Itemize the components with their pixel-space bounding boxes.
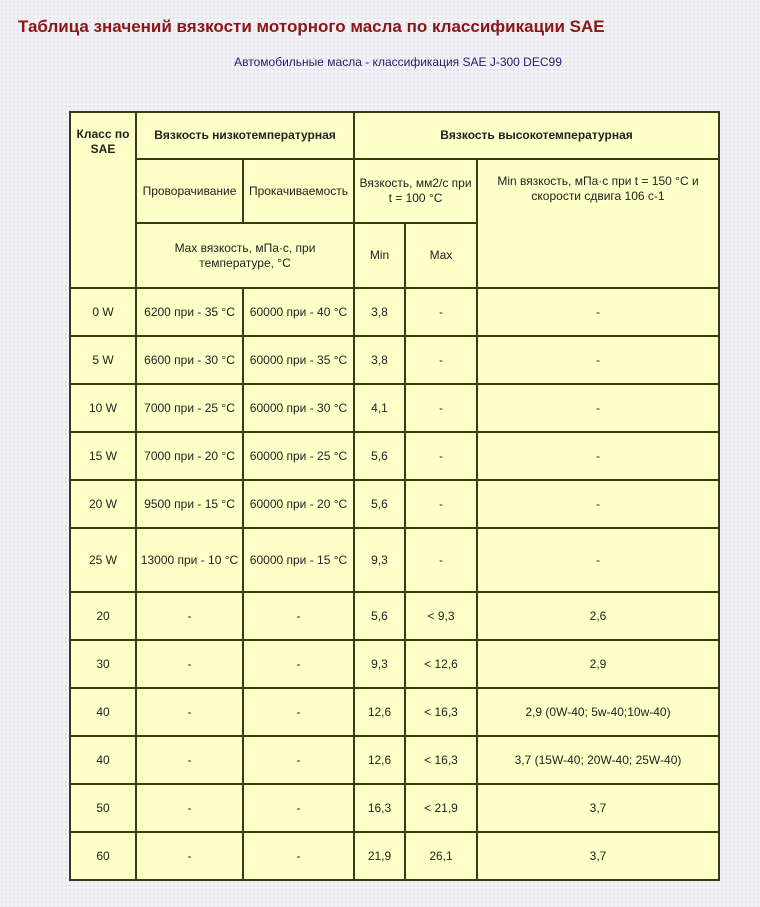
hths-cell: 2,9 (0W-40; 5w-40;10w-40) <box>477 688 719 736</box>
sae-class-cell: 40 <box>70 688 136 736</box>
max-viscosity-cell: < 16,3 <box>405 736 477 784</box>
pumping-cell: - <box>243 640 354 688</box>
table-row <box>70 736 719 784</box>
max-viscosity-cell: < 21,9 <box>405 784 477 832</box>
pumping-cell: 60000 при - 35 °C <box>243 336 354 384</box>
table-body <box>70 288 719 880</box>
sae-class-cell: 30 <box>70 640 136 688</box>
sae-class-cell: 40 <box>70 736 136 784</box>
header-cranking: Проворачивание <box>136 159 243 223</box>
header-max-viscosity: Max вязкость, мПа·с, при температуре, °C <box>136 223 354 288</box>
table-header <box>70 112 719 288</box>
sae-class-cell: 10 W <box>70 384 136 432</box>
header-min: Min <box>354 223 405 288</box>
pumping-cell: - <box>243 736 354 784</box>
sae-viscosity-table <box>69 111 720 881</box>
sae-class-cell: 25 W <box>70 528 136 592</box>
hths-cell: 2,6 <box>477 592 719 640</box>
max-viscosity-cell: < 16,3 <box>405 688 477 736</box>
table-row <box>70 832 719 880</box>
cranking-cell: 6600 при - 30 °C <box>136 336 243 384</box>
table-row <box>70 480 719 528</box>
min-viscosity-cell: 3,8 <box>354 288 405 336</box>
pumping-cell: 60000 при - 30 °C <box>243 384 354 432</box>
page-title: Таблица значений вязкости моторного масла по классификации SAE <box>18 17 605 36</box>
min-viscosity-cell: 5,6 <box>354 432 405 480</box>
min-viscosity-cell: 5,6 <box>354 480 405 528</box>
hths-cell: 3,7 <box>477 784 719 832</box>
max-viscosity-cell: - <box>405 336 477 384</box>
hths-cell: - <box>477 288 719 336</box>
table-row <box>70 288 719 336</box>
header-max: Max <box>405 223 477 288</box>
max-viscosity-cell: - <box>405 528 477 592</box>
pumping-cell: - <box>243 592 354 640</box>
max-viscosity-cell: < 12,6 <box>405 640 477 688</box>
hths-cell: 3,7 (15W-40; 20W-40; 25W-40) <box>477 736 719 784</box>
min-viscosity-cell: 3,8 <box>354 336 405 384</box>
cranking-cell: 7000 при - 20 °C <box>136 432 243 480</box>
pumping-cell: - <box>243 784 354 832</box>
sae-class-cell: 5 W <box>70 336 136 384</box>
cranking-cell: - <box>136 832 243 880</box>
hths-cell: 3,7 <box>477 832 719 880</box>
hths-cell: 2,9 <box>477 640 719 688</box>
cranking-cell: - <box>136 736 243 784</box>
sae-class-cell: 15 W <box>70 432 136 480</box>
table-row <box>70 336 719 384</box>
cranking-cell: 13000 при - 10 °C <box>136 528 243 592</box>
pumping-cell: 60000 при - 15 °C <box>243 528 354 592</box>
hths-cell: - <box>477 336 719 384</box>
table-row <box>70 640 719 688</box>
min-viscosity-cell: 9,3 <box>354 640 405 688</box>
max-viscosity-cell: - <box>405 480 477 528</box>
cranking-cell: 9500 при - 15 °C <box>136 480 243 528</box>
min-viscosity-cell: 12,6 <box>354 688 405 736</box>
hths-cell: - <box>477 384 719 432</box>
sae-class-cell: 20 <box>70 592 136 640</box>
table-row <box>70 384 719 432</box>
min-viscosity-cell: 4,1 <box>354 384 405 432</box>
header-hths-viscosity: Min вязкость, мПа·с при t = 150 °C и скорости сдвига 106 с-1 <box>477 159 719 288</box>
pumping-cell: - <box>243 688 354 736</box>
hths-cell: - <box>477 480 719 528</box>
max-viscosity-cell: 26,1 <box>405 832 477 880</box>
cranking-cell: - <box>136 592 243 640</box>
min-viscosity-cell: 16,3 <box>354 784 405 832</box>
page-subtitle: Автомобильные масла - классификация SAE J-300 DEC99 <box>234 55 562 69</box>
header-sae-class: Класс по SAE <box>70 112 136 288</box>
max-viscosity-cell: < 9,3 <box>405 592 477 640</box>
max-viscosity-cell: - <box>405 384 477 432</box>
pumping-cell: 60000 при - 25 °C <box>243 432 354 480</box>
max-viscosity-cell: - <box>405 288 477 336</box>
hths-cell: - <box>477 528 719 592</box>
table-row <box>70 688 719 736</box>
table-row <box>70 432 719 480</box>
cranking-cell: - <box>136 640 243 688</box>
sae-class-cell: 0 W <box>70 288 136 336</box>
sae-class-cell: 60 <box>70 832 136 880</box>
header-low-temp: Вязкость низкотемпературная <box>136 112 354 159</box>
min-viscosity-cell: 21,9 <box>354 832 405 880</box>
pumping-cell: 60000 при - 40 °C <box>243 288 354 336</box>
sae-class-cell: 50 <box>70 784 136 832</box>
min-viscosity-cell: 12,6 <box>354 736 405 784</box>
table-row <box>70 592 719 640</box>
cranking-cell: - <box>136 784 243 832</box>
table-row <box>70 784 719 832</box>
header-kinematic-viscosity: Вязкость, мм2/с при t = 100 °C <box>354 159 477 223</box>
cranking-cell: - <box>136 688 243 736</box>
header-high-temp: Вязкость высокотемпературная <box>354 112 719 159</box>
header-pumping: Прокачиваемость <box>243 159 354 223</box>
hths-cell: - <box>477 432 719 480</box>
max-viscosity-cell: - <box>405 432 477 480</box>
pumping-cell: 60000 при - 20 °C <box>243 480 354 528</box>
min-viscosity-cell: 5,6 <box>354 592 405 640</box>
min-viscosity-cell: 9,3 <box>354 528 405 592</box>
table-row <box>70 528 719 592</box>
cranking-cell: 7000 при - 25 °C <box>136 384 243 432</box>
sae-class-cell: 20 W <box>70 480 136 528</box>
cranking-cell: 6200 при - 35 °C <box>136 288 243 336</box>
pumping-cell: - <box>243 832 354 880</box>
